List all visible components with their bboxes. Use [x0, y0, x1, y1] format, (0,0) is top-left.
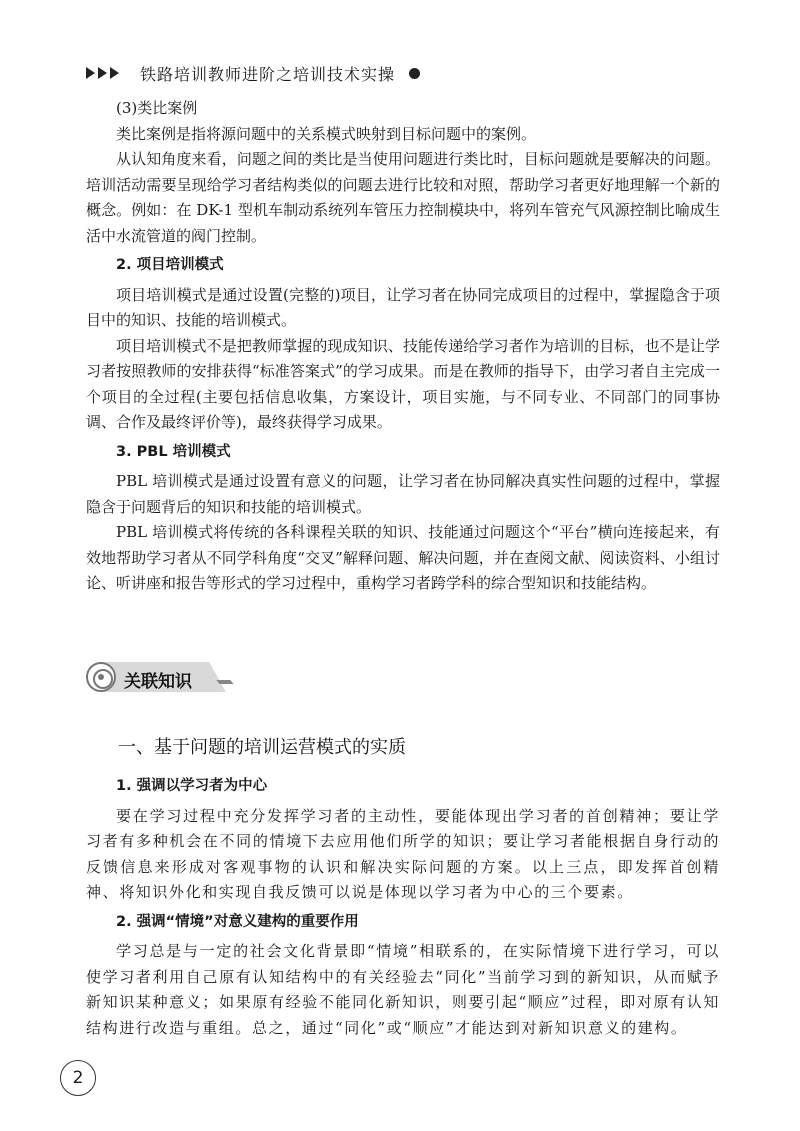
paragraph: 项目培训模式不是把教师掌握的现成知识、技能传递给学习者作为培训的目标，也不是让学习者按照教师的安排获得“标准答案式”的学习成果。而是在教师的指导下，由学习者自主完成一个项目的全过程(主要包括信息收集，方案设计，项目实施，与不同专业、不同部门的同事协调、合作及最终评价等)，最终获得学习成果。	[86, 336, 720, 431]
paragraph: 项目培训模式是通过设置(完整的)项目，让学习者在协同完成项目的过程中，掌握隐含于项目中的知识、技能的培训模式。	[86, 285, 720, 329]
subheading-context: 2. 强调“情境”对意义建构的重要作用	[116, 913, 359, 930]
subheading-learner-centered: 1. 强调以学习者为中心	[116, 778, 268, 794]
banner-label: 关联知识	[124, 672, 192, 692]
running-header	[86, 60, 420, 86]
paragraph: 学习总是与一定的社会文化背景即“情境”相联系的，在实际情境下进行学习，可以使学习者利用自己原有认知结构中的有关经验去“同化”当前学习到的新知识，从而赋予新知识某种意义；如果原有经验不能同化新知识，则要引起“顺应”过程，即对原有认知结构进行改造与重组。总之，通过“同化”或“顺应”才能达到对新知识意义的建构。	[86, 942, 720, 1037]
bullet-dot-icon	[409, 68, 420, 79]
arrow-icon	[86, 67, 122, 79]
paragraph: PBL 培训模式是通过设置有意义的问题，让学习者在协同解决真实性问题的过程中，掌握隐含于问题背后的知识和技能的培训模式。	[86, 472, 720, 516]
subheading-pbl: 3. PBL 培训模式	[116, 443, 231, 460]
paragraph: 要在学习过程中充分发挥学习者的主动性，要能体现出学习者的首创精神；要让学习者有多种机会在不同的情境下去应用他们所学的知识；要让学习者能根据自身行动的反馈信息来形成对客观事物的认识和解决实际问题的方案。以上三点，即发挥首创精神、将知识外化和实现自我反馈可以说是体现以学习者为中心的三个要素。	[86, 806, 720, 901]
paragraph: 从认知角度来看，问题之间的类比是当使用问题进行类比时，目标问题就是要解决的问题。培训活动需要呈现给学习者结构类似的问题去进行比较和对照，帮助学习者更好地理解一个新的概念。例如：在 DK-1 型机车制动系统列车管压力控制模块中，将列车管充气风源控制比喻成生活中水流管道的阀门控制。	[86, 150, 720, 245]
target-icon	[86, 662, 116, 692]
paragraph: 类比案例是指将源问题中的关系模式映射到目标问题中的案例。	[116, 124, 537, 143]
case-subheading: (3)类比案例	[116, 99, 198, 117]
header-title: 铁路培训教师进阶之培训技术实操	[140, 64, 396, 84]
page-number: 2	[60, 1060, 96, 1096]
top-body	[86, 96, 720, 597]
section-title: 一、基于问题的培训运营模式的实质	[118, 737, 406, 758]
paragraph: PBL 培训模式将传统的各科课程关联的知识、技能通过问题这个“平台”横向连接起来，有效地帮助学习者从不同学科角度“交叉”解释问题、解决问题，并在查阅文献、阅读资料、小组讨论、听讲座和报告等形式的学习过程中，重构学习者跨学科的综合型知识和技能结构。	[86, 523, 720, 592]
subheading-project: 2. 项目培训模式	[116, 257, 224, 273]
related-knowledge-banner	[86, 660, 231, 694]
bottom-body	[86, 774, 720, 1041]
